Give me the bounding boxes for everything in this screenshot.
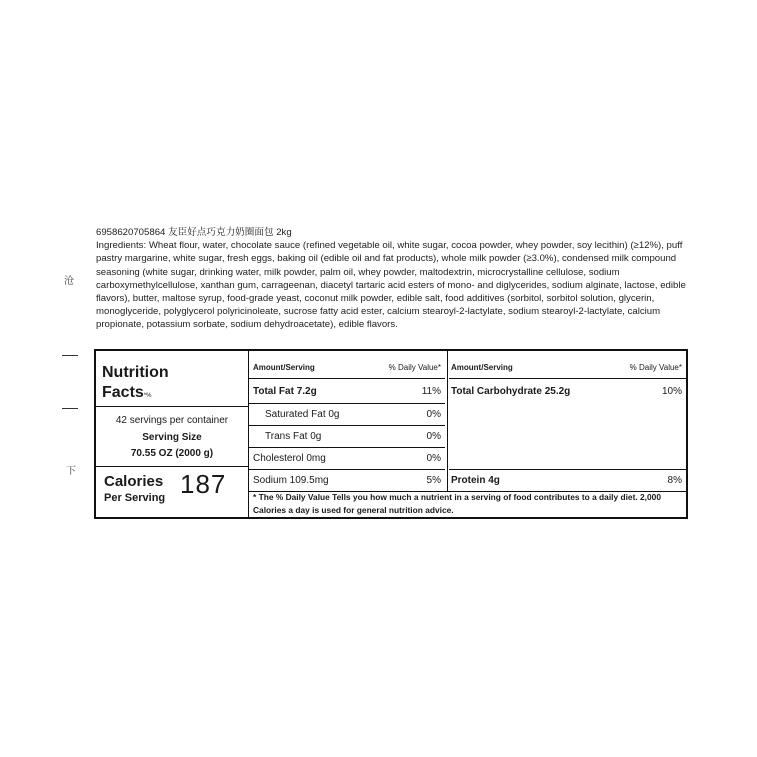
nutrient-dv: 10% [661, 386, 682, 397]
nutrition-title [102, 363, 169, 406]
nutrient-row-saturated-fat [249, 404, 445, 425]
divider [96, 406, 248, 407]
ingredients-label: Ingredients: [96, 240, 147, 252]
edge-mark-top: 沧 [64, 276, 74, 287]
nutrient-row-total-carbohydrate [449, 381, 686, 402]
column-divider [447, 351, 448, 491]
calories-label: Calories [104, 473, 164, 490]
divider [96, 466, 248, 467]
amount-serving-header: Amount/Serving [451, 363, 513, 372]
nutrient-row-total-fat [249, 381, 445, 402]
edge-mark-bottom: 下 [66, 466, 76, 477]
serving-size-value: 70.55 OZ (2000 g) [130, 448, 214, 459]
calories-value: 187 [180, 469, 227, 499]
serving-size-label: Serving Size [142, 432, 202, 443]
nutrient-name: Sodium 109.5mg [253, 475, 329, 486]
servings-per-container: 42 servings per container [115, 415, 229, 426]
divider [249, 378, 445, 379]
daily-value-header: % Daily Value* [629, 363, 682, 372]
product-header: 6958620705864 友臣好点巧克力奶圈面包 2kg [96, 227, 292, 238]
nutrient-row-cholesterol [249, 448, 445, 469]
nutrient-name: Total Carbohydrate 25.2g [451, 386, 571, 397]
nutrient-dv: 0% [426, 431, 441, 442]
daily-value-footnote: * The % Daily Value Tells you how much a nutrient in a serving of food contributes to a daily diet. 2,000 Calories a day is used for general nutrition advice. [253, 492, 661, 515]
nutrition-title-note: *% [143, 393, 152, 399]
edge-line-2 [62, 408, 78, 409]
per-serving-label: Per Serving [104, 492, 166, 504]
nutrient-name: Trans Fat 0g [265, 431, 322, 442]
ingredients-text: Wheat flour, water, chocolate sauce (refined vegetable oil, white sugar, cocoa powder, whey powder, soy lecithin) (≥12%), puff pastry margarine, white sugar, fresh eggs, baking oil (edible oil and fat products), whole milk powder (≥3.0%), condensed milk compound seasoning (white sugar, drinking water, milk powder, palm oil, whey powder, maltodextrin, microcrystalline cellulose, sodium carboxymethylcellulose, xanthan gum, carrageenan, diacetyl tartaric acid esters of mono- and diglycerides, sodium alginate, lactose, edible flavors), butter, maltose syrup, food-grade yeast, coconut milk powder, edible salt, food additives (sorbitol, sorbitol solution, glycerin, monoglyceride, polyglycerol polyricinoleate, sucrose fatty acid ester, calcium stearoyl-2-lactylate, sodium stearoyl-2-lactylate, calcium propionate, potassium sorbate, sodium dehydroacetate), edible flavors. [96, 240, 686, 331]
nutrition-facts-panel [94, 349, 688, 519]
nutrient-dv: 5% [426, 475, 441, 486]
divider [449, 378, 686, 379]
edge-line-1 [62, 355, 78, 356]
nutrient-name: Protein 4g [451, 475, 500, 486]
daily-value-header: % Daily Value* [388, 363, 441, 372]
nutrient-dv: 0% [426, 453, 441, 464]
nutrient-row-protein [449, 470, 686, 491]
ingredients-block [96, 226, 688, 332]
nutrient-row-trans-fat [249, 426, 445, 447]
nutrient-dv: 0% [426, 409, 441, 420]
amount-serving-header: Amount/Serving [253, 363, 315, 372]
nutrition-title-line1: Nutrition [102, 364, 169, 381]
nutrition-title-line2: Facts [102, 384, 144, 401]
nutrient-name: Total Fat 7.2g [253, 386, 317, 397]
nutrient-dv: 11% [421, 386, 441, 397]
nutrient-name: Cholesterol 0mg [253, 453, 326, 464]
nutrient-dv: 8% [667, 475, 682, 486]
nutrient-name: Saturated Fat 0g [265, 409, 340, 420]
nutrition-left-column [96, 351, 249, 517]
nutrient-row-sodium [249, 470, 445, 491]
